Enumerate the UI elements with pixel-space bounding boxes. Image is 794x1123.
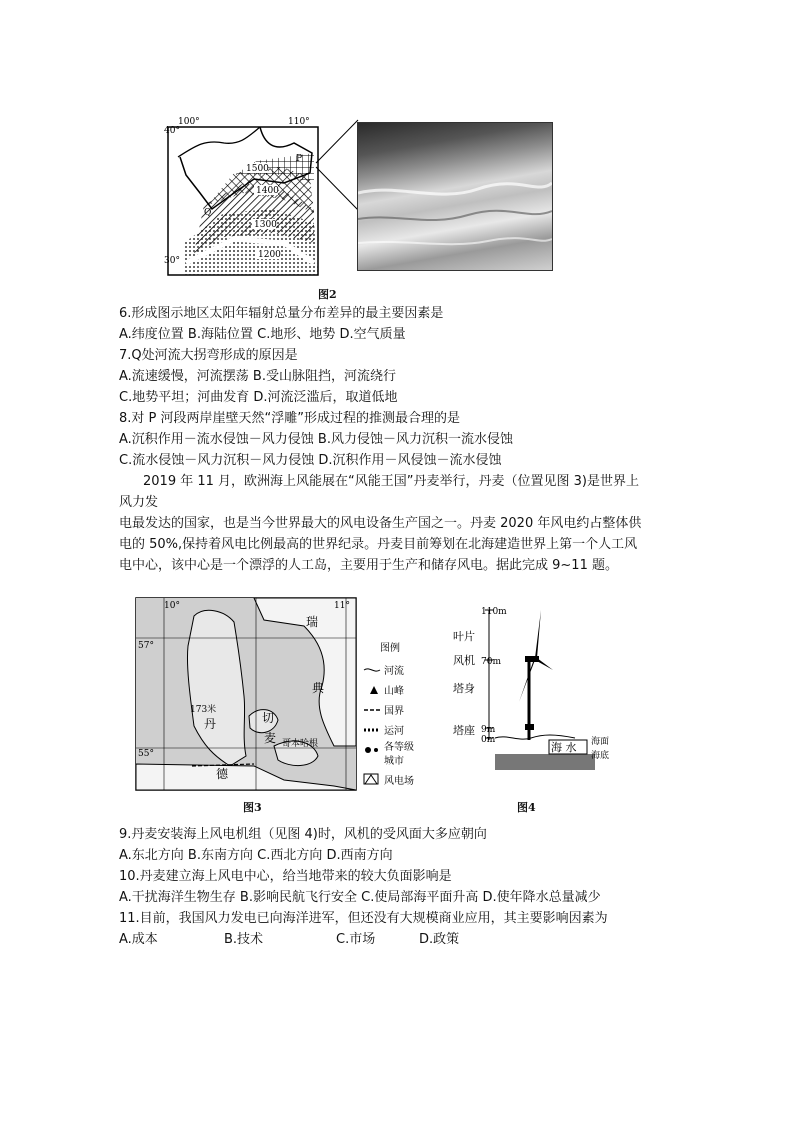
legend-cities-1: 各等级 — [384, 742, 414, 753]
legend-river: 河流 — [384, 666, 404, 677]
isoline-1200: 1200 — [258, 250, 281, 260]
label-seawater: 海 水 — [551, 741, 577, 754]
cliff-photo — [357, 122, 553, 271]
question-6: 6.形成图示地区太阳年辐射总量分布差异的最主要因素是 — [119, 306, 444, 321]
legend-title: 图例 — [380, 643, 400, 654]
fig3-lon-11: 11° — [334, 601, 350, 611]
label-sea-floor: 海底 — [591, 751, 610, 761]
q11-option-b: B.技术 — [224, 932, 264, 947]
point-p: P — [296, 154, 303, 164]
q11-option-a: A.成本 — [119, 932, 158, 947]
label-sea-surface: 海面 — [591, 737, 610, 747]
label-jie: 切 — [262, 711, 275, 725]
figure3-caption: 图3 — [243, 801, 262, 814]
question-9-options: A.东北方向 B.东南方向 C.西北方向 D.西南方向 — [119, 848, 393, 863]
question-8-options-cd: C.流水侵蚀－风力沉积－风力侵蚀 D.沉积作用－风侵蚀－流水侵蚀 — [119, 453, 502, 468]
part-blade: 叶片 — [453, 630, 475, 643]
fig2-lat-40: 40° — [164, 126, 180, 136]
part-base: 塔座 — [453, 724, 475, 737]
isoline-1500: 1500 — [246, 164, 269, 174]
legend-cities-2: 城市 — [384, 756, 404, 767]
question-7-options-ab: A.流速缓慢，河流摆荡 B.受山脉阻挡，河流绕行 — [119, 369, 396, 384]
fig3-lat-57: 57° — [138, 641, 154, 651]
question-6-options: A.纬度位置 B.海陆位置 C.地形、地势 D.空气质量 — [119, 327, 406, 342]
label-copenhagen: 哥本哈根 — [282, 739, 319, 749]
figure3-map — [134, 596, 358, 792]
point-q: Q — [204, 208, 212, 218]
question-8-options-ab: A.沉积作用－流水侵蚀－风力侵蚀 B.风力侵蚀－风力沉积一流水侵蚀 — [119, 432, 513, 447]
figure3-legend — [358, 596, 440, 792]
label-denmark-1: 丹 — [204, 717, 217, 731]
fig2-lon-100: 100° — [178, 117, 200, 127]
label-sweden-2: 典 — [312, 681, 325, 695]
intro-line-5: 电中心，该中心是一个漂浮的人工岛，主要用于生产和储存风电。据此完成 9~11 题。 — [119, 558, 618, 573]
fig2-lat-30: 30° — [164, 256, 180, 266]
figure4-caption: 图4 — [517, 801, 536, 814]
legend-windfarm: 风电场 — [384, 776, 414, 787]
question-7-options-cd: C.地势平坦；河曲发育 D.河流泛滥后，取道低地 — [119, 390, 398, 405]
label-denmark-2: 麦 — [264, 731, 277, 745]
label-sweden-1: 瑞 — [306, 615, 319, 629]
intro-line-2: 风力发 — [119, 495, 159, 510]
fig3-lat-55: 55° — [138, 749, 154, 759]
figure2-caption: 图2 — [318, 288, 337, 301]
question-9: 9.丹麦安装海上风电机组（见图 4)时，风机的受风面大多应朝向 — [119, 827, 487, 842]
part-tower: 塔身 — [453, 682, 475, 695]
question-10: 10.丹麦建立海上风电中心，给当地带来的较大负面影响是 — [119, 869, 452, 884]
height-9m: 9m — [481, 725, 496, 735]
question-10-options: A.干扰海洋生物生存 B.影响民航飞行安全 C.使局部海平面升高 D.使年降水总量减少 — [119, 890, 601, 905]
q11-option-c: C.市场 — [336, 932, 376, 947]
figure2-map — [164, 113, 324, 279]
question-11: 11.目前，我国风力发电已向海洋进军，但还没有大规模商业应用，其主要影响因素为 — [119, 911, 608, 926]
question-8: 8.对 P 河段两岸崖壁天然“浮雕”形成过程的推测最合理的是 — [119, 411, 460, 426]
question-7: 7.Q处河流大拐弯形成的原因是 — [119, 348, 298, 363]
figure4-turbine — [445, 600, 615, 780]
q11-option-d: D.政策 — [419, 932, 460, 947]
height-110m: 110m — [481, 607, 507, 617]
legend-peak: 山峰 — [384, 686, 404, 697]
height-0m: 0m — [481, 735, 496, 745]
isoline-1300: 1300 — [254, 220, 277, 230]
label-germany: 德 — [216, 767, 229, 781]
legend-canal: 运河 — [384, 726, 404, 737]
intro-line-3: 电最发达的国家，也是当今世界最大的风电设备生产国之一。丹麦 2020 年风电约占整体供 — [119, 516, 642, 531]
height-70m: 70m — [481, 657, 501, 667]
legend-border: 国界 — [384, 706, 404, 717]
label-peak-173: 173米 — [190, 705, 217, 715]
peak-icon — [370, 686, 378, 694]
intro-line-1: 2019 年 11 月，欧洲海上风能展在“风能王国”丹麦举行，丹麦（位置见图 3)是世界上 — [143, 474, 639, 489]
fig2-lon-110: 110° — [288, 117, 310, 127]
fig3-lon-10: 10° — [164, 601, 180, 611]
part-nacelle: 风机 — [453, 654, 475, 667]
isoline-1400: 1400 — [256, 186, 279, 196]
intro-line-4: 电的 50%,保持着风电比例最高的世界纪录。丹麦目前筹划在北海建造世界上第一个人工风 — [119, 537, 638, 552]
